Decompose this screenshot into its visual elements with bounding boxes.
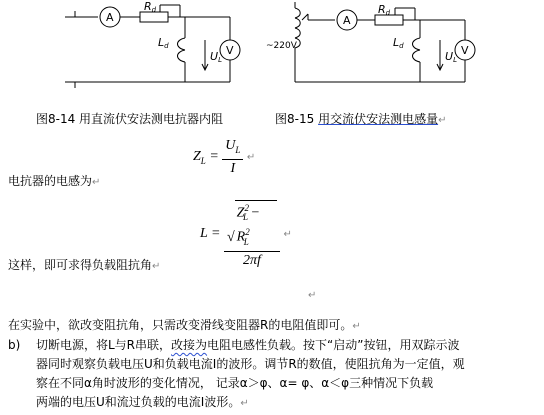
voltage-label: UL — [210, 50, 222, 64]
ac-circuit-diagram — [250, 0, 544, 100]
figure-caption-8-14: 图8-14 用直流伏安法测电抗器内阻 — [36, 112, 224, 126]
ammeter-label: A — [343, 14, 351, 27]
item-b-line-3: 察在不同α角时波形的变化情况， 记录α＞φ、α= φ、α＜φ三种情况下负载 — [36, 376, 434, 390]
paragraph-mark: ↵ — [308, 290, 317, 301]
voltage-label: UL — [445, 50, 457, 64]
source-voltage-label: ~220V — [266, 41, 297, 51]
ammeter-label: A — [106, 11, 114, 24]
item-b-line-1: 切断电源，将L与R串联，改接为电阻电感性负载。按下“启动”按钮，用双踪示波 — [36, 338, 460, 352]
inductor-label: Ld — [158, 36, 169, 50]
item-b-line-4: 两端的电压U和流过负载的电流I波形。↵ — [36, 395, 249, 409]
load-angle-text: 这样，即可求得负载阻抗角↵ — [8, 258, 161, 272]
item-b-marker: b) — [8, 338, 21, 352]
inductance-intro-text: 电抗器的电感为↵ — [8, 174, 101, 188]
resistor-label: Rd — [144, 0, 157, 14]
experiment-text: 在实验中，欲改变阻抗角，只需改变滑线变阻器R的电阻值即可。↵ — [8, 318, 361, 332]
impedance-formula: $Z_L$ = $\frac{U_L}{I}$ ↵ — [193, 138, 256, 176]
item-b-line-2: 器同时观察负载电压U和负载电流I的波形。调节R的数值，使阻抗角为一定值，观 — [36, 357, 465, 371]
inductor-label: Ld — [393, 36, 404, 50]
figure-caption-8-15: 图8-15 用交流伏安法测电感量↵ — [275, 112, 447, 126]
inductance-formula: L = $\frac{√Z^2_L - R^2_L}{2\pi f}$ ↵ — [200, 200, 292, 268]
voltmeter-label: V — [461, 44, 469, 57]
voltmeter-label: V — [226, 44, 234, 57]
dc-circuit-diagram — [0, 0, 250, 100]
resistor-label: Rd — [378, 3, 391, 17]
